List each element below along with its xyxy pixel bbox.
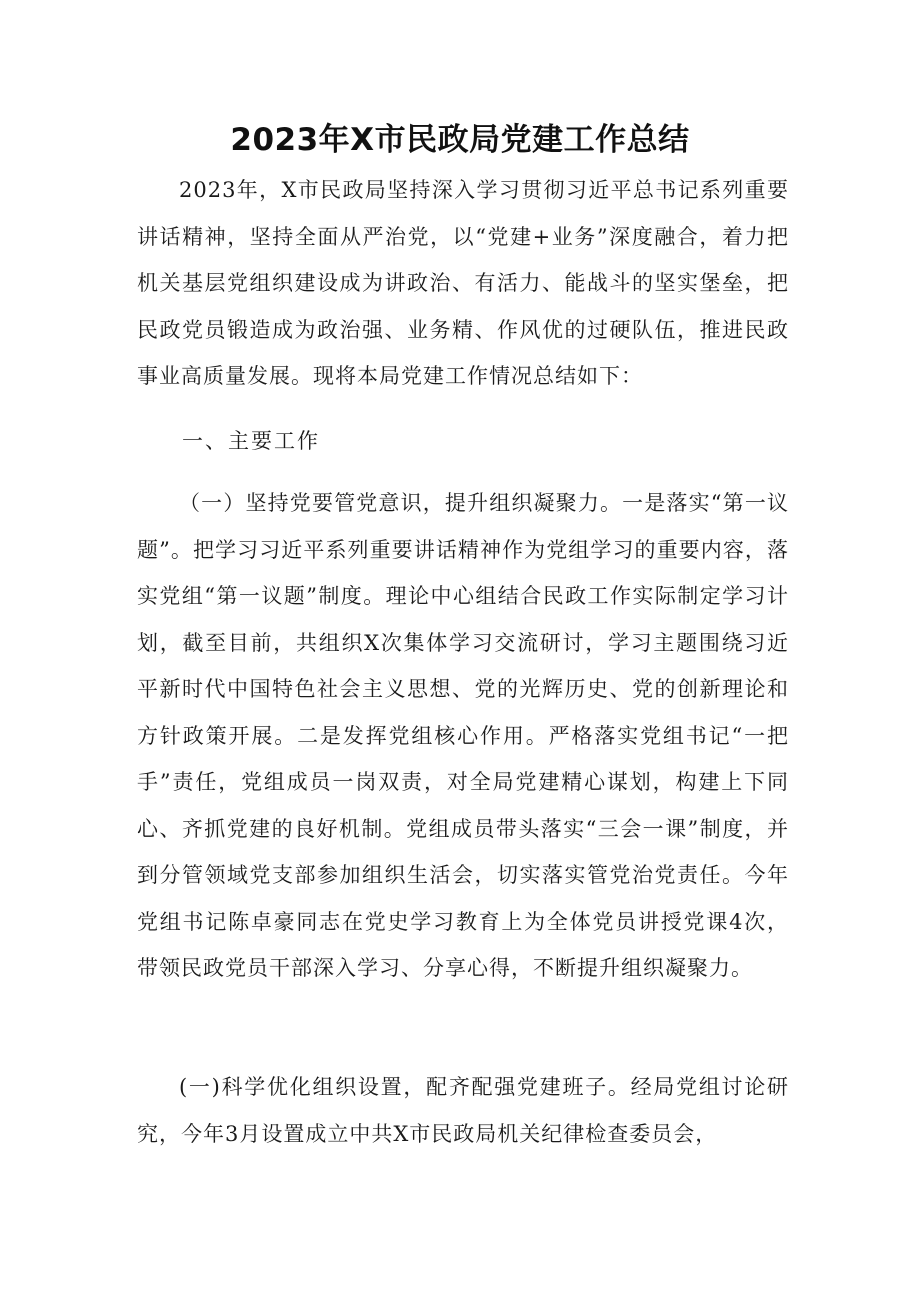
intro-paragraph: 2023年，X市民政局坚持深入学习贯彻习近平总书记系列重要讲话精神，坚持全面从严治党，以“党建+业务”深度融合，着力把机关基层党组织建设成为讲政治、有活力、能战斗的坚实堡垒，把民政党员锻造成为政治强、业务精、作风优的过硬队伍，推进民政事业高质量发展。现将本局党建工作情况总结如下：: [137, 178, 789, 388]
section-heading: 一、主要工作: [182, 429, 320, 453]
body-paragraph-1: （一）坚持党要管党意识，提升组织凝聚力。一是落实“第一议题”。把学习习近平系列重要讲话精神作为党组学习的重要内容，落实党组“第一议题”制度。理论中心组结合民政工作实际制定学习计划，截至目前，共组织X次集体学习交流研讨，学习主题围绕习近平新时代中国特色社会主义思想、党的光辉历史、党的创新理论和方针政策开展。二是发挥党组核心作用。严格落实党组书记“一把手”责任，党组成员一岗双责，对全局党建精心谋划，构建上下同心、齐抓党建的良好机制。党组成员带头落实“三会一课”制度，并到分管领域党支部参加组织生活会，切实落实管党治党责任。今年党组书记陈卓豪同志在党史学习教育上为全体党员讲授党课4次，带领民政党员干部深入学习、分享心得，不断提升组织凝聚力。: [137, 491, 789, 980]
body-paragraph-2: (一)科学优化组织设置，配齐配强党建班子。经局党组讨论研究，今年3月设置成立中共X市民政局机关纪律检查委员会，: [137, 1075, 789, 1146]
document-title: 2023年X市民政局党建工作总结: [230, 122, 690, 158]
